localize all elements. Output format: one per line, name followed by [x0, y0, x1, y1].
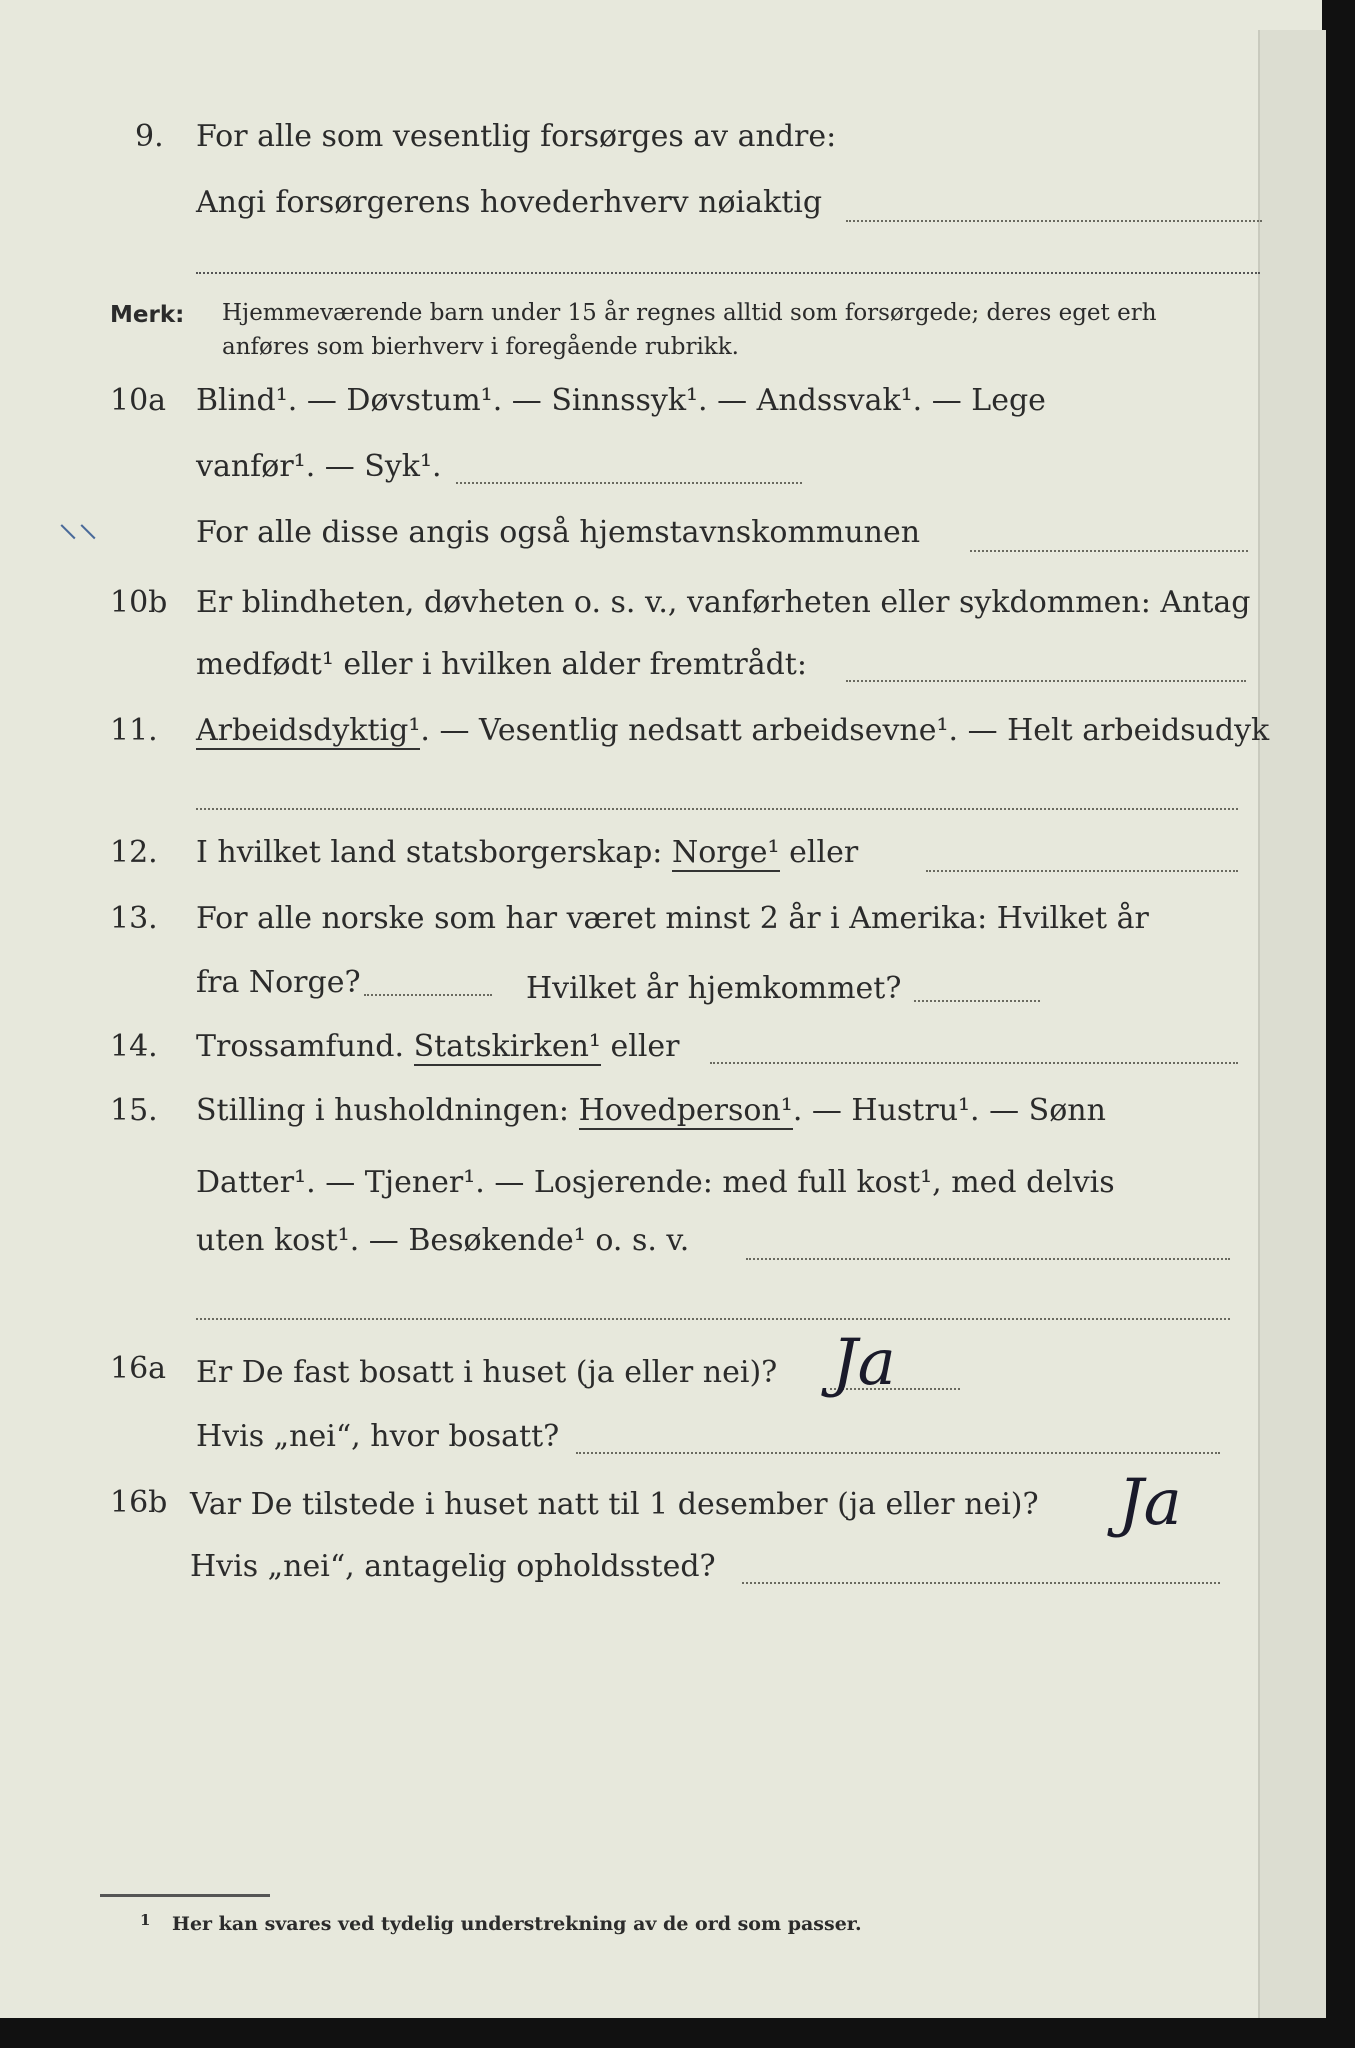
q9-answer-line[interactable]	[846, 220, 1262, 222]
footnote-rule	[100, 1894, 270, 1897]
q16a-line2: Hvis „nei“, hvor bosatt?	[196, 1419, 560, 1454]
q11-answer-line[interactable]	[196, 808, 1238, 810]
q16a-bosatt-line[interactable]	[576, 1452, 1220, 1454]
q10a-number: 10a	[110, 383, 167, 418]
margin-mark-icon: ⸜⸜	[58, 500, 98, 546]
q12-answer-line[interactable]	[926, 870, 1238, 872]
merk-line1: Hjemmeværende barn under 15 år regnes alltid som forsørgede; deres eget erh	[222, 300, 1157, 326]
q10a-kommune-line[interactable]	[970, 550, 1248, 552]
q16b-line1: Var De tilstede i huset natt til 1 desember (ja eller nei)?	[190, 1487, 1039, 1522]
q14-line	[196, 1028, 680, 1066]
merk-label: Merk:	[110, 302, 185, 328]
q16b-number: 16b	[110, 1485, 168, 1520]
q13-number: 13.	[110, 901, 158, 936]
page-edge-strip	[1258, 30, 1326, 2018]
q9-number: 9.	[135, 119, 164, 154]
footnote-text: Her kan svares ved tydelig understrekning av de ord som passer.	[172, 1913, 862, 1935]
q11-line	[196, 712, 1269, 750]
q9-line1: For alle som vesentlig forsørges av andre:	[196, 119, 837, 154]
q10b-answer-line[interactable]	[846, 680, 1246, 682]
q14-number: 14.	[110, 1029, 158, 1064]
q16b-opholdssted-line[interactable]	[742, 1582, 1220, 1584]
q14-text: Trossamfund.	[196, 1029, 405, 1064]
q13-line2a: fra Norge?	[196, 965, 361, 1000]
q10a-answer-line[interactable]	[456, 482, 802, 484]
footnote-mark: 1	[140, 1911, 151, 1929]
q10b-number: 10b	[110, 585, 168, 620]
q13-utvandret-line[interactable]	[364, 994, 492, 996]
q10a-line1: Blind¹. — Døvstum¹. — Sinnssyk¹. — Andssvak¹. — Lege	[196, 383, 1046, 418]
q13-line2b: Hvilket år hjemkommet?	[526, 971, 902, 1006]
q9-line2: Angi forsørgerens hovederhverv nøiaktig	[196, 185, 823, 220]
q16a-number: 16a	[110, 1351, 167, 1386]
q11-option-underlined[interactable]: Arbeidsdyktig¹	[196, 713, 421, 748]
q16b-line2: Hvis „nei“, antagelig opholdssted?	[190, 1549, 716, 1584]
q16b-handwritten-answer: Ja	[1118, 1466, 1182, 1540]
q10b-line1: Er blindheten, døvheten o. s. v., vanførheten eller sykdommen: Antag	[196, 585, 1251, 620]
q12-number: 12.	[110, 835, 158, 870]
q15-line1b: . — Hustru¹. — Sønn	[792, 1093, 1106, 1128]
q15-line3: uten kost¹. — Besøkende¹ o. s. v.	[196, 1223, 690, 1258]
q12-line	[196, 834, 858, 872]
q16a-line1: Er De fast bosatt i huset (ja eller nei)?	[196, 1355, 778, 1390]
q10a-line2: vanfør¹. — Syk¹.	[196, 449, 442, 484]
q11-number: 11.	[110, 713, 158, 748]
q15-line1	[196, 1092, 1106, 1130]
q15-line1a: Stilling i husholdningen:	[196, 1093, 570, 1128]
q12-tail: eller	[789, 835, 859, 870]
q12-option-underlined[interactable]: Norge¹	[671, 835, 780, 870]
q13-hjemkommet-line[interactable]	[914, 1000, 1040, 1002]
q12-text: I hvilket land statsborgerskap:	[196, 835, 663, 870]
q15-answer-line[interactable]	[746, 1258, 1230, 1260]
q15-number: 15.	[110, 1093, 158, 1128]
q11-rest: . — Vesentlig nedsatt arbeidsevne¹. — Helt arbeidsudyk	[420, 713, 1270, 748]
q15-line2: Datter¹. — Tjener¹. — Losjerende: med full kost¹, med delvis	[196, 1165, 1115, 1200]
q14-option-underlined[interactable]: Statskirken¹	[413, 1029, 601, 1064]
q15-option-underlined[interactable]: Hovedperson¹	[578, 1093, 793, 1128]
q15-answer-line-2[interactable]	[196, 1318, 1230, 1320]
q10a-line3: For alle disse angis også hjemstavnskommunen	[196, 515, 921, 550]
q13-line1: For alle norske som har været minst 2 år i Amerika: Hvilket år	[196, 901, 1149, 936]
q9-answer-line-2[interactable]	[196, 272, 1260, 274]
q16a-handwritten-answer: Ja	[832, 1326, 896, 1400]
q14-tail: eller	[610, 1029, 680, 1064]
merk-line2: anføres som bierhverv i foregående rubrikk.	[222, 334, 739, 360]
q14-answer-line[interactable]	[710, 1062, 1238, 1064]
q10b-line2: medfødt¹ eller i hvilken alder fremtrådt:	[196, 647, 807, 682]
